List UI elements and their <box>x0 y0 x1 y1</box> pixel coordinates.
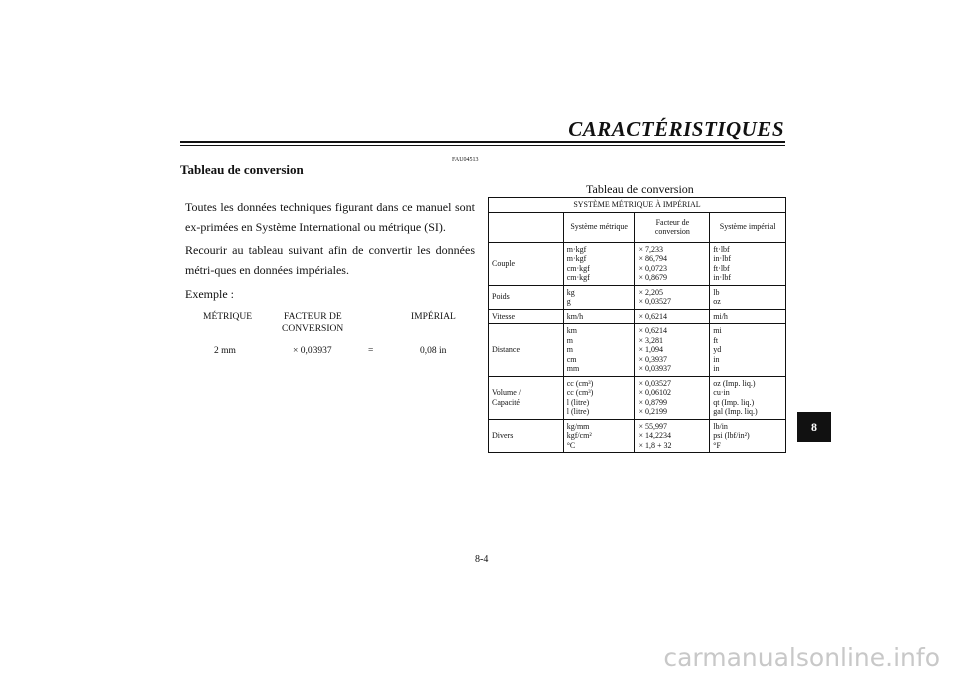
example-metric-label: MÉTRIQUE <box>203 312 253 322</box>
intro-paragraph: Toutes les données techniques figurant dans ce manuel sont ex-primées en Système International ou métrique (SI). <box>185 200 475 234</box>
row-factors: × 55,997 × 14,2234 × 1,8 + 32 <box>635 419 710 453</box>
table-title-row <box>489 198 786 213</box>
row-imperial-units: oz (Imp. liq.) cu·in qt (Imp. liq.) gal (Imp. liq.) <box>710 376 786 419</box>
row-category: Couple <box>489 242 564 285</box>
example-factor-label-2: CONVERSION <box>282 324 344 334</box>
row-imperial-units: lb/in psi (lbf/in²) °F <box>710 419 786 453</box>
page-header-title: CARACTÉRISTIQUES <box>568 117 784 141</box>
header-empty-cell <box>489 212 564 242</box>
row-factors: × 0,6214 <box>635 309 710 324</box>
row-factors: × 0,03527 × 0,06102 × 0,8799 × 0,2199 <box>635 376 710 419</box>
row-category: Volume / Capacité <box>489 376 564 419</box>
row-imperial-units: ft·lbf in·lbf ft·lbf in·lbf <box>710 242 786 285</box>
row-metric-units: kg/mm kgf/cm² °C <box>563 419 635 453</box>
row-category: Poids <box>489 285 564 309</box>
table-row <box>489 242 786 285</box>
table-row <box>489 419 786 453</box>
header-factor: Facteur de conversion <box>635 212 710 242</box>
row-metric-units: km m m cm mm <box>563 324 635 377</box>
instruction-paragraph: Recourir au tableau suivant afin de convertir les données métri-ques en données impériales. <box>185 243 475 277</box>
chapter-tab: 8 <box>797 412 831 442</box>
row-category: Vitesse <box>489 309 564 324</box>
row-factors: × 0,6214 × 3,281 × 1,094 × 0,3937 × 0,03937 <box>635 324 710 377</box>
row-imperial-units: mi ft yd in in <box>710 324 786 377</box>
example-label: Exemple : <box>185 287 234 301</box>
example-imperial-value: 0,08 in <box>420 346 447 356</box>
example-metric-value: 2 mm <box>214 346 236 356</box>
example-factor-value: × 0,03937 <box>293 346 332 356</box>
table-row <box>489 324 786 377</box>
row-category: Divers <box>489 419 564 453</box>
table-row <box>489 376 786 419</box>
table-header-row <box>489 212 786 242</box>
header-rule <box>180 141 785 146</box>
header-metric: Système métrique <box>563 212 635 242</box>
row-category: Distance <box>489 324 564 377</box>
row-factors: × 7,233 × 86,794 × 0,0723 × 0,8679 <box>635 242 710 285</box>
example-equals: = <box>368 346 374 356</box>
section-code: FAU04513 <box>452 157 479 163</box>
example-factor-label-1: FACTEUR DE <box>284 312 342 322</box>
example-imperial-label: IMPÉRIAL <box>411 312 456 322</box>
table-row <box>489 309 786 324</box>
row-metric-units: km/h <box>563 309 635 324</box>
row-imperial-units: mi/h <box>710 309 786 324</box>
row-metric-units: m·kgf m·kgf cm·kgf cm·kgf <box>563 242 635 285</box>
page-number: 8-4 <box>475 554 489 565</box>
row-metric-units: cc (cm³) cc (cm³) l (litre) l (litre) <box>563 376 635 419</box>
watermark: carmanualsonline.info <box>663 643 940 672</box>
table-title: SYSTÈME MÉTRIQUE À IMPÉRIAL <box>489 198 786 213</box>
header-imperial: Système impérial <box>710 212 786 242</box>
row-imperial-units: lb oz <box>710 285 786 309</box>
conversion-table <box>488 197 786 453</box>
row-metric-units: kg g <box>563 285 635 309</box>
table-caption: Tableau de conversion <box>586 182 694 196</box>
table-row <box>489 285 786 309</box>
section-title: Tableau de conversion <box>180 162 304 177</box>
row-factors: × 2,205 × 0,03527 <box>635 285 710 309</box>
